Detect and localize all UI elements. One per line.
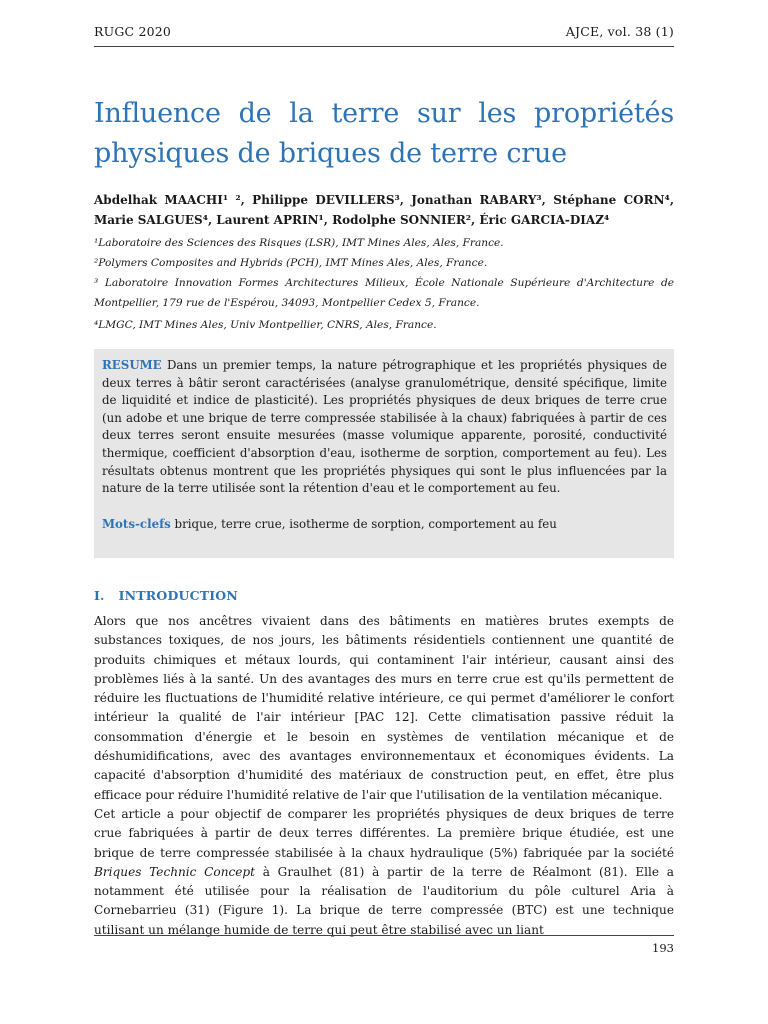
abstract-label: RESUME — [102, 358, 162, 372]
abstract-text: Dans un premier temps, la nature pétrographique et les propriétés physiques de deux terres à bâtir seront caractérisées (analyse granulométrique, densité spécifique, limite de liquidité et indice de plasticité). Les propriétés physiques de deux briques de terre crue (un adobe et une brique de terre compressée stabilisée à la chaux) fabriquées à partir de ces deux terres seront ensuite mesurées (masse volumique apparente, porosité, conductivité thermique, coefficient d'absorption d'eau, isotherme de sorption, comportement au feu). Les résultats obtenus montrent que les propriétés physiques qui sont le plus influencées par la nature de la terre utilisée sont la rétention d'eau et le comportement au feu. — [102, 358, 667, 496]
keywords-label: Mots-clefs — [102, 516, 171, 531]
paper-title: Influence de la terre sur les propriétés physiques de briques de terre crue — [94, 98, 674, 169]
keywords-text: brique, terre crue, isotherme de sorption, comportement au feu — [170, 516, 557, 531]
keywords — [102, 516, 667, 534]
paragraph-2-part-2: à Graulhet (81) à partir de la terre de Réalmont (81). Elle a notamment été utilisée pour la réalisation de l'auditorium du pôle culturel Aria à Cornebarrieu (31) (Figure 1). La brique de terre compressée (BTC) est une technique utilisant un mélange humide de terre qui peut être stabilisé avec un liant — [94, 864, 675, 937]
affiliation-1: ¹Laboratoire des Sciences des Risques (LSR), IMT Mines Ales, Ales, France. — [94, 237, 504, 249]
paragraph-1: Alors que nos ancêtres vivaient dans des bâtiments en matières brutes exempts de substances toxiques, de nos jours, les bâtiments résidentiels contiennent une quantité de produits chimiques et métaux lourds, qui contaminent l'air intérieur, causant ainsi des problèmes liés à la santé. Un des avantages des murs en terre crue est qu'ils permettent de réduire les fluctuations de l'humidité relative intérieure, ce qui permet d'améliorer le confort intérieur la qualité de l'air intérieur [PAC 12]. Cette climatisation passive réduit la consommation d'énergie et le besoin en systèmes de ventilation mécanique et de déshumidifications, avec des avantages environnementaux et économiques évidents. La capacité d'absorption d'humidité des matériaux de construction peut, en effet, être plus efficace pour réduire l'humidité relative de l'air que l'utilisation de la ventilation mécanique. — [94, 614, 674, 802]
affiliations — [94, 233, 674, 335]
footer-rule — [94, 935, 674, 936]
body-text — [94, 612, 674, 940]
affiliation-3: ³ Laboratoire Innovation Formes Architectures Milieux, École Nationale Supérieure d'Architecture de Montpellier, 179 rue de l'Espérou, 34093, Montpellier Cedex 5, France. — [94, 277, 674, 309]
running-header — [94, 22, 674, 47]
page-number: 193 — [652, 941, 674, 955]
paragraph-2 — [94, 805, 674, 940]
journal-reference: AJCE, vol. 38 (1) — [565, 24, 674, 39]
section-number: I. — [94, 588, 105, 603]
affiliation-2: ²Polymers Composites and Hybrids (PCH), IMT Mines Ales, Ales, France. — [94, 257, 488, 269]
author-list: Abdelhak MAACHI¹ ², Philippe DEVILLERS³, Jonathan RABARY³, Stéphane CORN⁴, Marie SALGUES⁴, Laurent APRIN¹, Rodolphe SONNIER², Éric GARCIA-DIAZ⁴ — [94, 193, 674, 227]
paragraph-2-part-1: Cet article a pour objectif de comparer les propriétés physiques de deux briques de terre crue fabriquées à partir de deux terres différentes. La première brique étudiée, est une brique de terre compressée stabilisée à la chaux hydraulique (5%) fabriquée par la société — [94, 806, 674, 860]
section-title: INTRODUCTION — [118, 588, 239, 603]
abstract-box — [94, 349, 674, 558]
abstract — [102, 357, 667, 498]
section-heading-introduction — [94, 588, 238, 603]
company-name: Briques Technic Concept — [94, 864, 256, 879]
affiliation-4: ⁴LMGC, IMT Mines Ales, Univ Montpellier, CNRS, Ales, France. — [94, 319, 437, 331]
conference-name: RUGC 2020 — [94, 24, 172, 39]
